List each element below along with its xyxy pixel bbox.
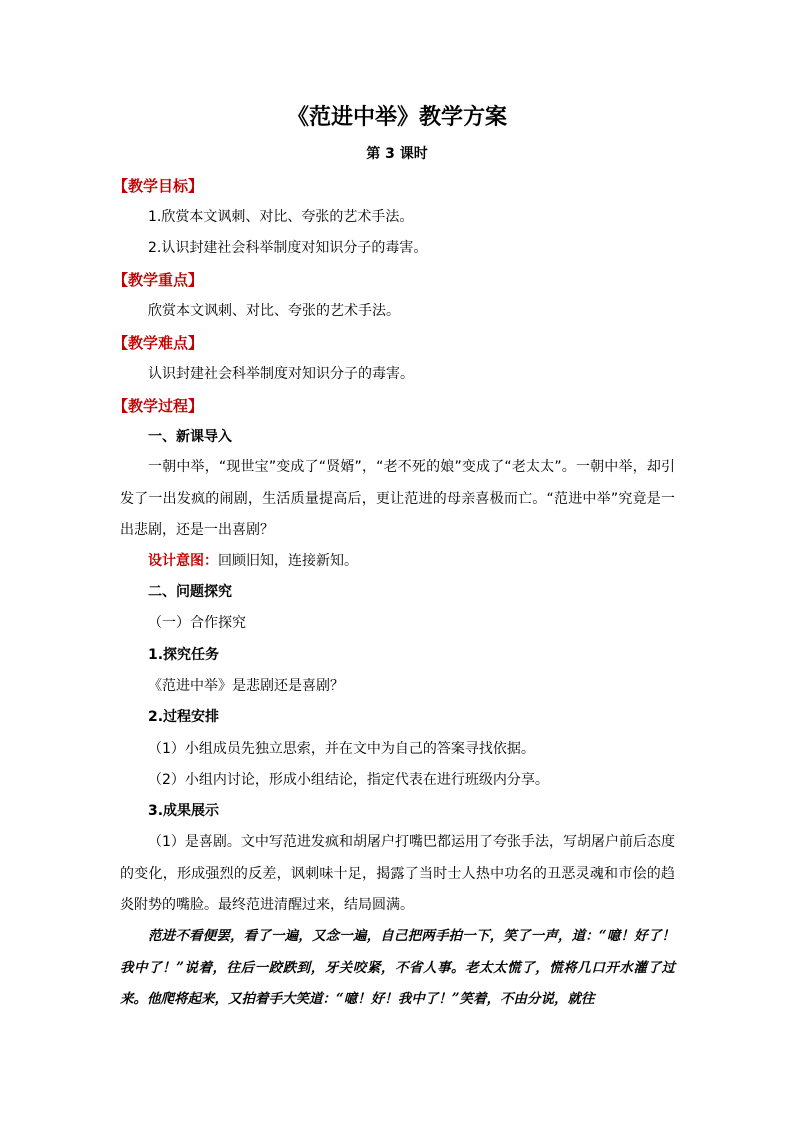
result-paragraph: （1）是喜剧。文中写范进发疯和胡屠户打嘴巴都运用了夸张手法，写胡屠户前后态度的变化，形成强烈的反差，讽刺味十足，揭露了当时士人热中功名的丑恶灵魂和市侩的趋炎附势的嘴脸。最终范进清醒过来，结局圆满。: [120, 834, 675, 913]
arrange-heading: 2.过程安排: [148, 709, 220, 725]
goals-heading: 【教学目标】: [113, 177, 204, 195]
arrange-item-1: （1）小组成员先独立思索，并在文中为自己的答案寻找依据。: [148, 741, 535, 757]
goal-item-2: 2.认识封建社会科举制度对知识分子的毒害。: [148, 240, 428, 256]
difficulty-heading: 【教学难点】: [113, 334, 204, 352]
task-text: 《范进中举》是悲剧还是喜剧？: [148, 678, 344, 694]
task-heading: 1.探究任务: [148, 647, 220, 663]
arrange-item-2: （2）小组内讨论，形成小组结论，指定代表在进行班级内分享。: [148, 772, 549, 788]
page-title: 《范进中举》教学方案: [286, 105, 507, 130]
focus-text: 欣赏本文讽刺、对比、夸张的艺术手法。: [148, 303, 400, 319]
intro-paragraph: 一朝中举，“现世宝”变成了“贤婿”，“老不死的娘”变成了“老太太”。一朝中举，却引发了一出发疯的闹剧，生活质量提高后，更让范进的母亲喜极而亡。“范进中举”究竟是一出悲剧，还是一出喜剧？: [120, 459, 675, 538]
result-heading: 3.成果展示: [148, 803, 220, 819]
focus-heading: 【教学重点】: [113, 271, 204, 289]
design-intent: [148, 550, 358, 572]
design-intent-label: 设计意图：: [148, 553, 218, 569]
process-heading: 【教学过程】: [113, 397, 204, 415]
difficulty-text: 认识封建社会科举制度对知识分子的毒害。: [148, 366, 414, 382]
section2-title: 二、问题探究: [148, 584, 232, 600]
lesson-number: 第 3 课时: [366, 146, 428, 162]
design-intent-text: 回顾旧知，连接新知。: [218, 553, 358, 569]
excerpt-quote: 范进不看便罢，看了一遍，又念一遍，自己把两手拍一下，笑了一声，道：“噫！好了！我中了！”说着，往后一跤跌到，牙关咬紧，不省人事。老太太慌了，慌将几口开水灌了过来。他爬将起来，又拍着手大笑道：“噫！好！我中了！”笑着，不由分说，就往: [120, 928, 675, 1007]
subsection1-title: （一）合作探究: [148, 615, 246, 631]
goal-item-1: 1.欣赏本文讽刺、对比、夸张的艺术手法。: [148, 209, 414, 225]
section1-title: 一、新课导入: [148, 429, 232, 445]
